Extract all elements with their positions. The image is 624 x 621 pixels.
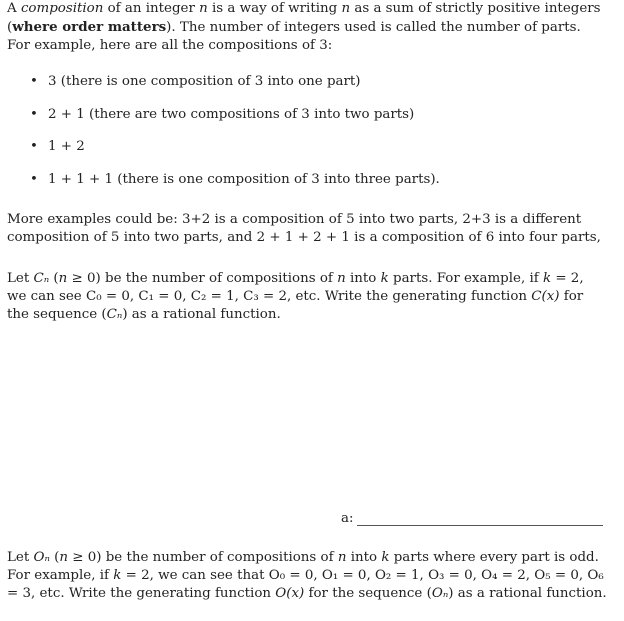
cn-text: ) as a rational function.: [122, 307, 281, 322]
var-n: n: [337, 550, 347, 565]
cn-text: for the sequence (: [7, 289, 584, 322]
examples-list: [30, 73, 440, 203]
var-cn: Cₙ: [33, 271, 50, 286]
on-text: for the sequence (: [304, 586, 432, 601]
var-k: k: [542, 271, 552, 286]
cn-text: parts. For example, if: [388, 271, 543, 286]
var-n: n: [199, 1, 208, 16]
list-item: • 1 + 2: [30, 138, 440, 171]
var-n: n: [59, 550, 68, 565]
answer-label: a:: [341, 511, 354, 526]
var-cn: Cₙ: [106, 307, 123, 322]
list-item: • 3 (there is one composition of 3 into one part): [30, 73, 440, 106]
on-text: ≥ 0) be the number of compositions of: [67, 550, 338, 565]
on-text: Let: [7, 550, 34, 565]
var-cx: C(x): [531, 289, 560, 304]
cn-text: (: [49, 271, 59, 286]
var-n: n: [337, 271, 346, 286]
cn-text: into: [345, 271, 381, 286]
var-k: k: [113, 568, 122, 583]
intro-text: is a way of writing: [207, 1, 342, 16]
on-text: (: [49, 550, 60, 565]
composition-term: composition: [20, 1, 104, 16]
var-n: n: [341, 1, 351, 16]
question-cn-paragraph: [7, 270, 607, 324]
cn-text: = 2, we can see C₀ = 0, C₁ = 0, C₂ = 1, C₃ = 2, etc. Write the generating function: [7, 271, 584, 304]
intro-text: A: [7, 1, 21, 16]
var-on: Oₙ: [431, 586, 449, 601]
intro-text: ). The number of integers used is called the number of parts. For example, here are all the compositions of 3:: [7, 20, 581, 53]
answer-line[interactable]: [357, 525, 603, 526]
var-on: Oₙ: [33, 550, 50, 565]
list-item: • 2 + 1 (there are two compositions of 3 into two parts): [30, 106, 440, 139]
question-on-paragraph: [7, 549, 607, 603]
more-examples-paragraph: More examples could be: 3+2 is a composition of 5 into two parts, 2+3 is a different composition of 5 into two parts, and 2 + 1 + 2 + 1 is a composition of 6 into four parts,: [7, 212, 601, 245]
intro-paragraph: [7, 0, 607, 55]
cn-text: ≥ 0) be the number of compositions of: [67, 271, 338, 286]
on-text: = 2, we can see that O₀ = 0, O₁ = 0, O₂ = 1, O₃ = 0, O₄ = 2, O₅ = 0, O₆ = 3, etc. Write the generating function: [7, 568, 604, 601]
on-text: parts where every part is odd. For example, if: [7, 550, 599, 583]
list-item: • 1 + 1 + 1 (there is one composition of 3 into three parts).: [30, 171, 440, 204]
var-k: k: [380, 271, 389, 286]
answer-field[interactable]: [341, 510, 603, 528]
order-matters-bold: where order matters: [12, 19, 167, 35]
on-text: into: [346, 550, 382, 565]
cn-text: Let: [7, 271, 34, 286]
var-k: k: [381, 550, 390, 565]
intro-text: as a sum of strictly positive integers (: [7, 1, 601, 35]
intro-text: of an integer: [103, 1, 200, 16]
var-ox: O(x): [275, 586, 305, 601]
on-text: ) as a rational function.: [448, 586, 607, 601]
var-n: n: [58, 271, 68, 286]
